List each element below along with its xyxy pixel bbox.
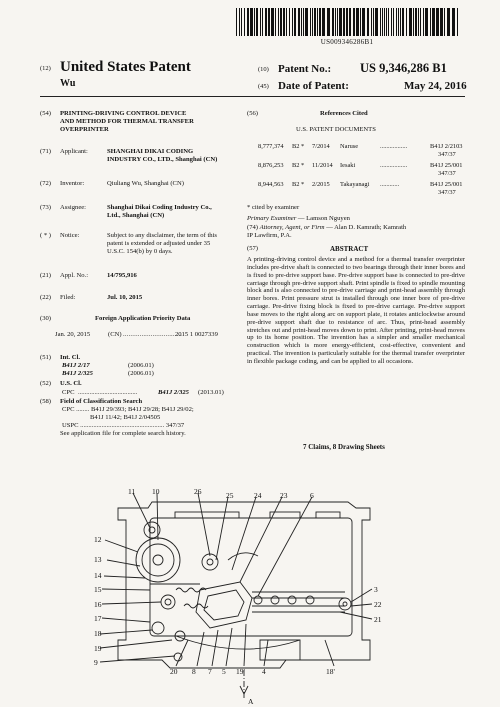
- field-line-2: B41J 11/42; B41J 2/04505: [90, 414, 161, 421]
- refs-heading: References Cited: [320, 110, 368, 117]
- drawing-label: 26: [194, 487, 202, 496]
- field-tag: (58): [40, 398, 51, 405]
- drawing-label: 13: [94, 555, 102, 564]
- drawing-label: 15: [94, 585, 102, 594]
- reference-row: [258, 162, 478, 169]
- attorney-value: — Alan D. Kamrath; Kamrath: [324, 224, 407, 231]
- foreign-country: (CN): [108, 331, 122, 338]
- drawing-label: 23: [280, 491, 288, 500]
- cpc-dots: ....................................: [78, 389, 138, 396]
- inventor-tag: (72): [40, 180, 51, 187]
- refs-subheading: U.S. PATENT DOCUMENTS: [296, 126, 376, 133]
- examiner-value: — Lamson Nguyen: [296, 215, 350, 222]
- reference-number: 8,944,563: [258, 181, 284, 188]
- assignee-tag: (73): [40, 204, 51, 211]
- inventor-value: Qiuliang Wu, Shanghai (CN): [107, 180, 184, 187]
- drawing-label: 19: [94, 644, 102, 653]
- intcl-label: Int. Cl.: [60, 354, 80, 361]
- title-line-2: AND METHOD FOR THERMAL TRANSFER: [60, 118, 194, 125]
- reference-number: 8,777,374: [258, 143, 284, 150]
- applicant-tag: (71): [40, 148, 51, 155]
- assignee-line-1: Shanghai Dikai Coding Industry Co.,: [107, 204, 212, 211]
- barcode-number: US009346286B1: [320, 38, 374, 46]
- reference-number: 8,876,253: [258, 162, 284, 169]
- patent-drawing: [0, 480, 500, 707]
- foreign-tag: (30): [40, 315, 51, 322]
- reference-cls: B41J 2/2103: [430, 143, 463, 150]
- patent-no-label: Patent No.:: [278, 63, 332, 75]
- attorney-line: [247, 224, 406, 232]
- patent-number: US 9,346,286 B1: [360, 61, 447, 75]
- assignee-line-2: Ltd., Shanghai (CN): [107, 212, 165, 219]
- filed-value: Jul. 10, 2015: [107, 294, 143, 301]
- reference-subclass: 347/37: [438, 189, 456, 196]
- header-rule: [40, 96, 465, 97]
- applicant-line-1: SHANGHAI DIKAI CODING: [107, 148, 194, 155]
- field-label: Field of Classification Search: [60, 398, 143, 405]
- reference-kind: B2 *: [292, 143, 305, 150]
- drawing-label: 3: [374, 585, 378, 594]
- drawing-label: 4: [262, 667, 266, 676]
- appl-tag: (21): [40, 272, 51, 279]
- reference-cls: B41J 25/001: [430, 181, 463, 188]
- header-tag-45: (45): [258, 83, 269, 90]
- examiner-line: [247, 215, 350, 223]
- filed-tag: (22): [40, 294, 51, 301]
- cpc-label: CPC: [62, 389, 75, 396]
- field-line-3: USPC ................................................... 347/37: [62, 422, 185, 429]
- inventor-surname: Wu: [60, 78, 76, 89]
- reference-name: Naruse: [340, 143, 359, 150]
- foreign-heading: Foreign Application Priority Data: [95, 315, 191, 322]
- patent-date: May 24, 2016: [404, 80, 467, 92]
- attorney-line-2: IP Lawfirm, P.A.: [247, 232, 292, 239]
- notice-label: Notice:: [60, 232, 80, 239]
- claims-summary: 7 Claims, 8 Drawing Sheets: [303, 443, 385, 451]
- drawing-label: 22: [374, 600, 382, 609]
- uscl-label: U.S. Cl.: [60, 380, 82, 387]
- foreign-date: Jan. 20, 2015: [55, 331, 91, 338]
- reference-row: [258, 143, 478, 150]
- inventor-label: Inventor:: [60, 180, 85, 187]
- drawing-label: 12: [94, 535, 102, 544]
- examiner-label: Primary Examiner: [247, 215, 297, 222]
- abstract-tag: (57): [247, 245, 258, 252]
- barcode: [236, 8, 458, 36]
- notice-line-1: Subject to any disclaimer, the term of this: [107, 232, 217, 239]
- drawing-label: 17: [94, 614, 102, 623]
- drawing-label: 10: [152, 487, 160, 496]
- header-tag-12: (12): [40, 65, 51, 72]
- attorney-tag: (74): [247, 224, 258, 231]
- date-label: Date of Patent:: [278, 80, 349, 92]
- intcl-date-2: (2006.01): [128, 370, 154, 377]
- cited-note: * cited by examiner: [247, 204, 300, 211]
- notice-line-3: U.S.C. 154(b) by 0 days.: [107, 248, 173, 255]
- drawing-label: 6: [310, 491, 314, 500]
- foreign-dots: ................................: [123, 331, 183, 338]
- field-line-1: CPC ........ B41J 29/393; B41J 29/28; B41J 29/02;: [62, 406, 194, 413]
- notice-tag: ( * ): [40, 232, 51, 239]
- drawing-label: 9: [94, 658, 98, 667]
- reference-subclass: 347/37: [438, 151, 456, 158]
- drawing-label: A: [248, 697, 254, 706]
- appl-label: Appl. No.:: [60, 272, 89, 279]
- drawing-label: 18': [326, 667, 335, 676]
- drawing-label: 18: [94, 629, 102, 638]
- reference-date: 11/2014: [312, 162, 333, 169]
- drawing-label: 25: [226, 491, 234, 500]
- intcl-code-1: B41J 2/17: [62, 362, 90, 369]
- reference-kind: B2 *: [292, 181, 305, 188]
- abstract-heading: ABSTRACT: [330, 245, 369, 253]
- notice-line-2: patent is extended or adjusted under 35: [107, 240, 211, 247]
- drawing-label: 11: [128, 487, 136, 496]
- reference-subclass: 347/37: [438, 170, 456, 177]
- uscl-tag: (52): [40, 380, 51, 387]
- reference-name: Takayanagi: [340, 181, 370, 188]
- title-line-3: OVERPRINTER: [60, 126, 109, 133]
- reference-date: 2/2015: [312, 181, 330, 188]
- appl-value: 14/795,916: [107, 272, 137, 279]
- applicant-label: Applicant:: [60, 148, 88, 155]
- drawing-label: 24: [254, 491, 262, 500]
- drawing-label: 20: [170, 667, 178, 676]
- drawing-label: 16: [94, 600, 102, 609]
- assignee-label: Assignee:: [60, 204, 87, 211]
- reference-dots: .................: [380, 143, 408, 150]
- document-type: United States Patent: [60, 59, 191, 75]
- foreign-number: 2015 1 0027339: [175, 331, 218, 338]
- cpc-value: B41J 2/325: [158, 389, 189, 396]
- drawing-label: 19': [236, 667, 245, 676]
- reference-cls: B41J 25/001: [430, 162, 463, 169]
- reference-row: [258, 181, 478, 188]
- filed-label: Filed:: [60, 294, 76, 301]
- title-tag: (54): [40, 110, 51, 117]
- reference-date: 7/2014: [312, 143, 330, 150]
- refs-tag: (56): [247, 110, 258, 117]
- field-line-4: See application file for complete search history.: [60, 430, 186, 437]
- attorney-label: Attorney, Agent, or Firm: [259, 224, 325, 231]
- applicant-line-2: INDUSTRY CO., LTD., Shanghai (CN): [107, 156, 218, 163]
- intcl-date-1: (2006.01): [128, 362, 154, 369]
- cpc-date: (2013.01): [198, 389, 224, 396]
- reference-kind: B2 *: [292, 162, 305, 169]
- intcl-code-2: B41J 2/325: [62, 370, 93, 377]
- intcl-tag: (51): [40, 354, 51, 361]
- header-tag-10: (10): [258, 66, 269, 73]
- drawing-label: 8: [192, 667, 196, 676]
- drawing-label: 21: [374, 615, 382, 624]
- reference-dots: ............: [380, 181, 400, 188]
- drawing-label: 7: [208, 667, 212, 676]
- reference-name: Iesaki: [340, 162, 356, 169]
- title-line-1: PRINTING-DRIVING CONTROL DEVICE: [60, 110, 187, 117]
- drawing-label: 5: [222, 667, 226, 676]
- drawing-label: 14: [94, 571, 102, 580]
- abstract-text: A printing-driving control device and a method for a thermal transfer overprinter includes pre-drive shaft is connected to two bearings through their inner bores and is fixed to pre-drive support base. Pre-drive support base is connected to pre-drive carriage through pre-drive support shaft. Print spindle is fixed to spindle mounting block and is also connected to pre-drive carriage and print-head assembly through inner bores. Print pressure strut is installed through one inner bore of pre-drive carriage. Pre-drive fixing block is fixed to pre-drive carriage. Pre-drive support base moves to the right along arc on support plate, it rotates anticlockwise around pre-drive support shaft due to resistance of arc. Thus, print-head assembly stretches out and print-head moves down to print. After printing, print-head moves up to its home position. The invention has a simpler and smaller mechanical construction which is more energy-efficient, cost-effective, convenient and practical. The invention is particularly suitable for the thermal transfer overprinter in flexible package coding, and can be applied to all occasions.: [247, 256, 465, 365]
- reference-dots: .................: [380, 162, 408, 169]
